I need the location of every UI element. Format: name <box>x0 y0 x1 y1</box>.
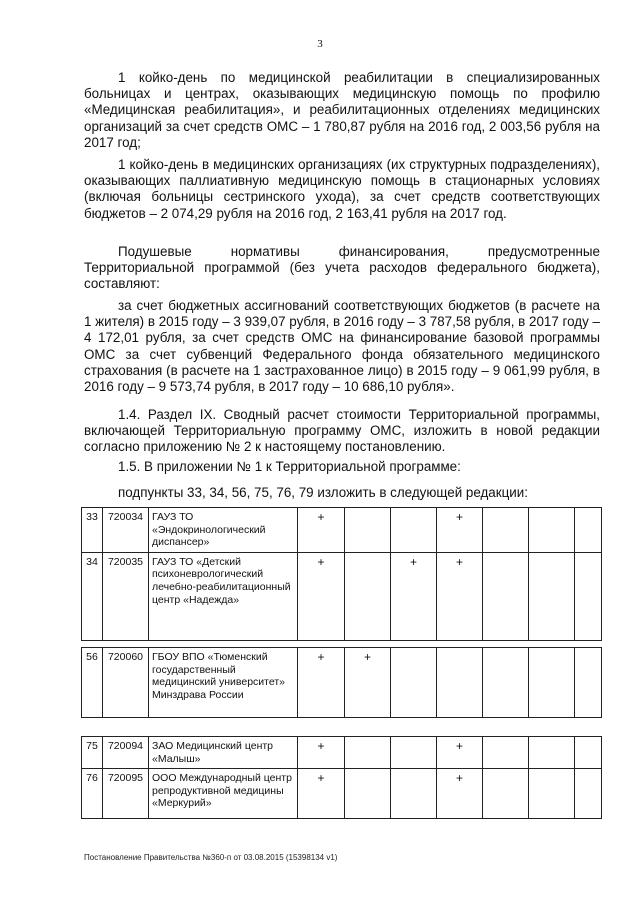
organization-name: ГБОУ ВПО «Тюменский государственный медицинский университет» Минздрава России <box>149 648 298 718</box>
mark-cell: + <box>437 508 483 553</box>
row-number: 56 <box>82 648 103 718</box>
paragraph-rehab-bed-day <box>84 70 600 151</box>
mark-cell <box>575 648 602 718</box>
mark-cell <box>529 737 575 769</box>
mark-cell <box>529 648 575 718</box>
mark-cell <box>575 769 602 819</box>
mark-cell <box>483 769 529 819</box>
mark-cell: + <box>298 737 345 769</box>
paragraph-section-1-4 <box>84 407 600 456</box>
mark-cell: + <box>298 769 345 819</box>
paragraph-per-capita-values <box>84 298 600 395</box>
paragraph-text: Подушевые нормативы финансирования, предусмотренные Территориальной программой (без учета расходов федерального бюджета), составляют: <box>84 244 600 292</box>
organization-code: 720095 <box>103 769 149 819</box>
mark-cell <box>345 508 391 553</box>
organization-code: 720094 <box>103 737 149 769</box>
mark-cell: + <box>437 737 483 769</box>
mark-cell: + <box>437 552 483 640</box>
table-row <box>82 552 602 640</box>
mark-cell <box>391 648 437 718</box>
mark-cell <box>391 769 437 819</box>
paragraph-section-1-5 <box>84 459 600 475</box>
organizations-table-b <box>81 647 602 718</box>
mark-cell <box>575 552 602 640</box>
mark-cell <box>529 769 575 819</box>
organization-name: ЗАО Медицинский центр «Малыш» <box>149 737 298 769</box>
mark-cell <box>345 552 391 640</box>
paragraph-per-capita-intro <box>84 244 600 293</box>
mark-cell: + <box>298 508 345 553</box>
row-number: 76 <box>82 769 103 819</box>
row-number: 33 <box>82 508 103 553</box>
organization-code: 720060 <box>103 648 149 718</box>
mark-cell <box>345 769 391 819</box>
row-number: 34 <box>82 552 103 640</box>
paragraph-text: 1.4. Раздел IX. Сводный расчет стоимости Территориальной программы, включающей Территориальную программу ОМС, изложить в новой редакции согласно приложению № 2 к настоящему постановлению. <box>84 407 600 455</box>
organization-code: 720035 <box>103 552 149 640</box>
page-number: 3 <box>317 38 323 50</box>
table-row <box>82 648 602 718</box>
paragraph-palliative-bed-day <box>84 157 600 222</box>
paragraph-subitems <box>84 485 600 501</box>
mark-cell <box>345 737 391 769</box>
organization-name: ГАУЗ ТО «Детский психоневрологический лечебно-реабилитационный центр «Надежда» <box>149 552 298 640</box>
mark-cell <box>575 508 602 553</box>
mark-cell <box>483 508 529 553</box>
table-row <box>82 737 602 769</box>
paragraph-text: 1.5. В приложении № 1 к Территориальной программе: <box>118 459 461 474</box>
organization-code: 720034 <box>103 508 149 553</box>
mark-cell <box>483 737 529 769</box>
mark-cell <box>483 552 529 640</box>
mark-cell <box>575 737 602 769</box>
mark-cell: + <box>298 648 345 718</box>
mark-cell <box>437 648 483 718</box>
mark-cell <box>529 508 575 553</box>
mark-cell: + <box>391 552 437 640</box>
table-row <box>82 508 602 553</box>
organization-name: ГАУЗ ТО «Эндокринологический диспансер» <box>149 508 298 553</box>
mark-cell: + <box>298 552 345 640</box>
table-row <box>82 769 602 819</box>
row-number: 75 <box>82 737 103 769</box>
mark-cell <box>391 737 437 769</box>
organizations-table-a <box>81 507 602 641</box>
mark-cell <box>483 648 529 718</box>
mark-cell <box>391 508 437 553</box>
mark-cell: + <box>345 648 391 718</box>
paragraph-text: 1 койко-день в медицинских организациях (их структурных подразделениях), оказывающих паллиативную медицинскую помощь в стационарных условиях (включая больницы сестринского ухода), за счет средств соответствующих бюджетов – 2 074,29 рубля на 2016 год, 2 163,41 рубля на 2017 год. <box>84 157 600 221</box>
document-footer: Постановление Правительства №360-п от 03.08.2015 (15398134 v1) <box>84 853 338 862</box>
paragraph-text: 1 койко-день по медицинской реабилитации в специализированных больницах и центрах, оказывающих медицинскую помощь по профилю «Медицинская реабилитация», и реабилитационных отделениях медицинских организаций за счет средств ОМС – 1 780,87 рубля на 2016 год, 2 003,56 рубля на 2017 год; <box>84 70 600 150</box>
paragraph-text: за счет бюджетных ассигнований соответствующих бюджетов (в расчете на 1 жителя) в 2015 году – 3 939,07 рубля, в 2016 году – 3 787,58 рубля, в 2017 году – 4 172,01 рубля, за счет средств ОМС на финансирование базовой программы ОМС за счет субвенций Федерального фонда обязательного медицинского страхования (в расчете на 1 застрахованное лицо) в 2015 году – 9 061,99 рубля, в 2016 году – 9 573,74 рубля, в 2017 году – 10 686,10 рубля». <box>84 298 600 395</box>
mark-cell <box>529 552 575 640</box>
paragraph-text: подпункты 33, 34, 56, 75, 76, 79 изложить в следующей редакции: <box>118 485 528 500</box>
mark-cell: + <box>437 769 483 819</box>
organizations-table-c <box>81 736 602 819</box>
organization-name: ООО Международный центр репродуктивной медицины «Меркурий» <box>149 769 298 819</box>
